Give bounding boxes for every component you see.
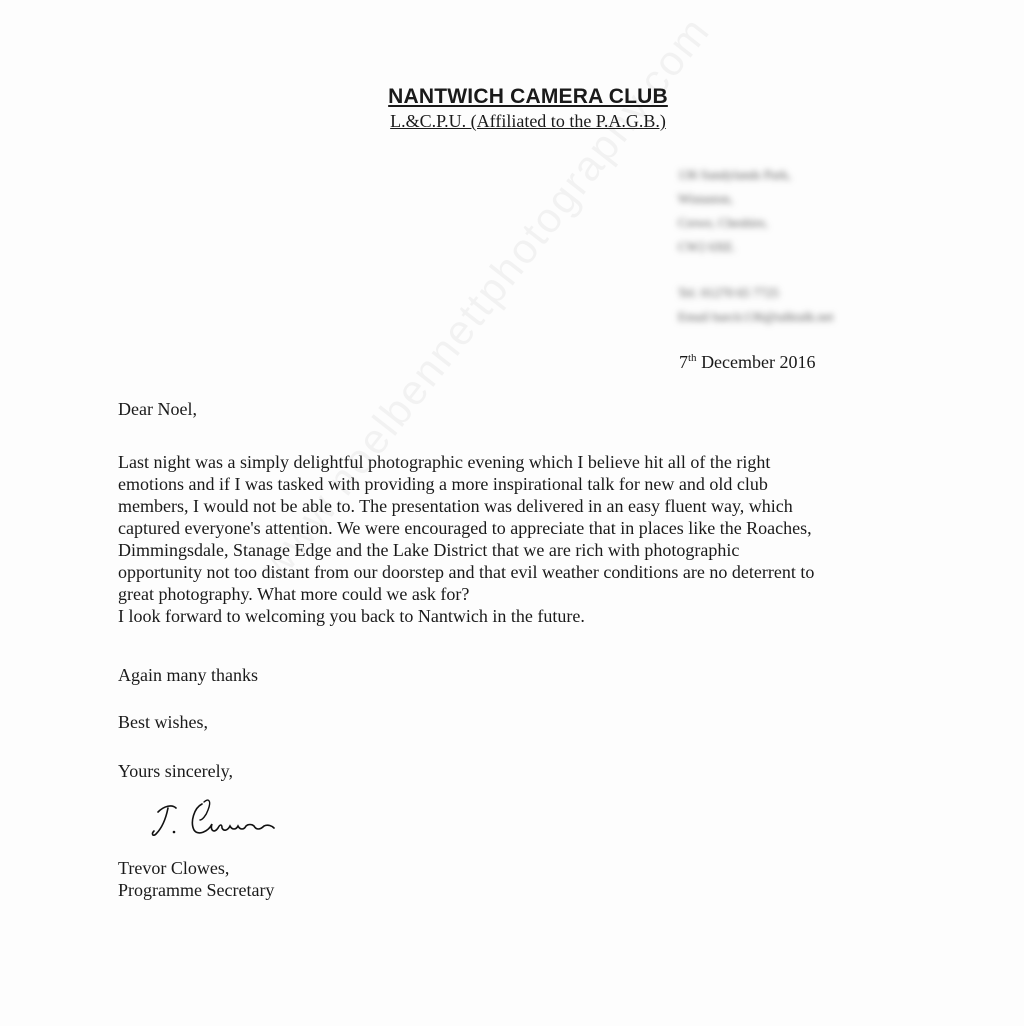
sender-address-blurred [678, 163, 834, 329]
letter-body [118, 451, 933, 627]
signer-title: Programme Secretary [118, 880, 275, 900]
handwritten-signature [150, 790, 290, 845]
closing-thanks: Again many thanks [118, 665, 258, 685]
address-line: 136 Sandylands Park, [678, 167, 792, 182]
body-line: I look forward to welcoming you back to Nantwich in the future. [118, 606, 585, 626]
body-line: captured everyone's attention. We were encouraged to appreciate that in places like the Roaches, [118, 518, 812, 538]
closing-sincerely: Yours sincerely, [118, 761, 233, 781]
address-line: Wistaston, [678, 191, 733, 206]
salutation: Dear Noel, [118, 399, 197, 419]
signer-name: Trevor Clowes, [118, 858, 230, 878]
address-line: CW2 6XE. [678, 239, 736, 254]
date-day: 7 [679, 352, 688, 372]
club-name: NANTWICH CAMERA CLUB [388, 85, 668, 108]
body-line: great photography. What more could we ask for? [118, 584, 470, 604]
closing-wishes: Best wishes, [118, 712, 208, 732]
body-line: emotions and if I was tasked with providing a more inspirational talk for new and old club [118, 474, 768, 494]
body-line: opportunity not too distant from our doorstep and that evil weather conditions are no deterrent to [118, 562, 815, 582]
date-suffix: th [688, 352, 697, 364]
body-line: Last night was a simply delightful photographic evening which I believe hit all of the right [118, 452, 771, 472]
address-gap [678, 259, 834, 281]
body-line: Dimmingsdale, Stanage Edge and the Lake District that we are rich with photographic [118, 540, 740, 560]
body-line: members, I would not be able to. The presentation was delivered in an easy fluent way, which [118, 496, 793, 516]
address-tel: Tel. 01270 65 7725 [678, 285, 779, 300]
date-rest: December 2016 [696, 352, 816, 372]
address-line: Crewe, Cheshire, [678, 215, 768, 230]
letter-date [679, 352, 816, 373]
address-email: Email barclc136@talktalk.net [678, 309, 834, 324]
letterhead [0, 84, 1024, 132]
affiliation-line: L.&C.P.U. (Affiliated to the P.A.G.B.) [390, 111, 666, 131]
